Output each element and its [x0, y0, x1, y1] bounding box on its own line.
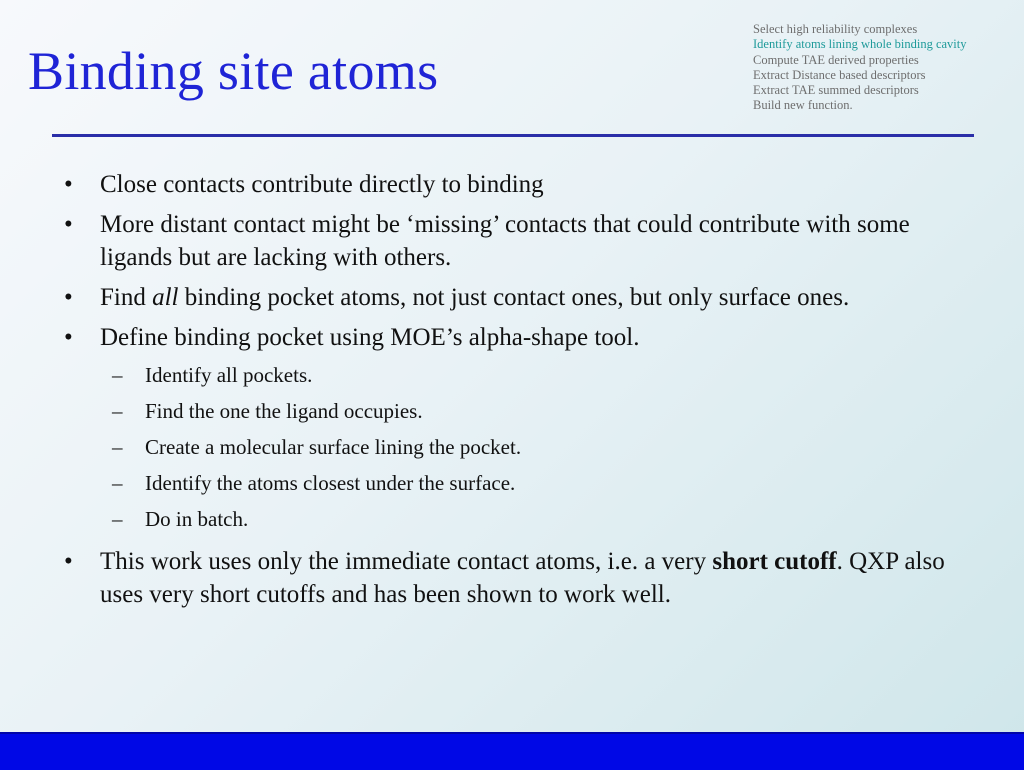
footer-bar — [0, 732, 1024, 770]
progress-outline — [753, 22, 1013, 114]
sub-bullet-item — [60, 397, 980, 425]
bullet-item — [60, 208, 980, 274]
outline-item-current: Identify atoms lining whole binding cavity — [753, 37, 967, 52]
bold-text: short cutoff — [712, 548, 837, 575]
bullet-marker: • — [64, 548, 73, 575]
bullet-item — [60, 545, 980, 611]
sub-bullet-text: Create a molecular surface lining the pocket. — [145, 435, 522, 459]
bullet-item — [60, 168, 980, 201]
bullet-item — [60, 281, 980, 314]
bullet-marker: • — [64, 324, 73, 351]
bullet-text: Define binding pocket using MOE’s alpha-shape tool. — [100, 324, 640, 351]
outline-item: Extract Distance based descriptors — [753, 67, 926, 82]
bullet-marker: • — [64, 171, 73, 198]
sub-bullet-list — [60, 361, 980, 533]
bullet-text: Close contacts contribute directly to binding — [100, 171, 544, 198]
outline-item: Compute TAE derived properties — [753, 52, 919, 67]
bullet-text — [100, 284, 849, 311]
sub-bullet-text: Do in batch. — [145, 507, 249, 531]
bullet-text-part: Find — [100, 284, 153, 311]
outline-item: Build new function. — [753, 98, 853, 113]
bullet-list — [60, 168, 980, 618]
dash-marker: – — [112, 471, 123, 495]
sub-bullet-item — [60, 361, 980, 389]
title-divider — [52, 134, 974, 137]
dash-marker: – — [112, 435, 123, 459]
slide-title: Binding site atoms — [28, 41, 439, 101]
dash-marker: – — [112, 507, 123, 531]
bullet-text-part: . QXP also uses very short cutoffs and has been shown to work well. — [100, 548, 945, 608]
bullet-text-part: This work uses only the immediate contact atoms, i.e. a very — [100, 548, 713, 575]
sub-bullet-text: Find the one the ligand occupies. — [145, 399, 423, 423]
sub-bullet-item — [60, 433, 980, 461]
bullet-marker: • — [64, 284, 73, 311]
outline-item: Select high reliability complexes — [753, 22, 918, 36]
dash-marker: – — [112, 399, 123, 423]
bullet-text: More distant contact might be ‘missing’ contacts that could contribute with some ligands but are lacking with others. — [100, 211, 910, 271]
sub-bullet-item — [60, 505, 980, 533]
bullet-text — [100, 548, 945, 608]
emphasis-text: all — [152, 284, 179, 311]
bullet-marker: • — [64, 211, 73, 238]
bullet-item — [60, 321, 980, 354]
sub-bullet-text: Identify the atoms closest under the surface. — [145, 471, 516, 495]
sub-bullet-text: Identify all pockets. — [145, 363, 313, 387]
outline-item: Extract TAE summed descriptors — [753, 83, 919, 98]
dash-marker: – — [112, 363, 123, 387]
sub-bullet-item — [60, 469, 980, 497]
bullet-text-part: binding pocket atoms, not just contact ones, but only surface ones. — [178, 284, 850, 311]
